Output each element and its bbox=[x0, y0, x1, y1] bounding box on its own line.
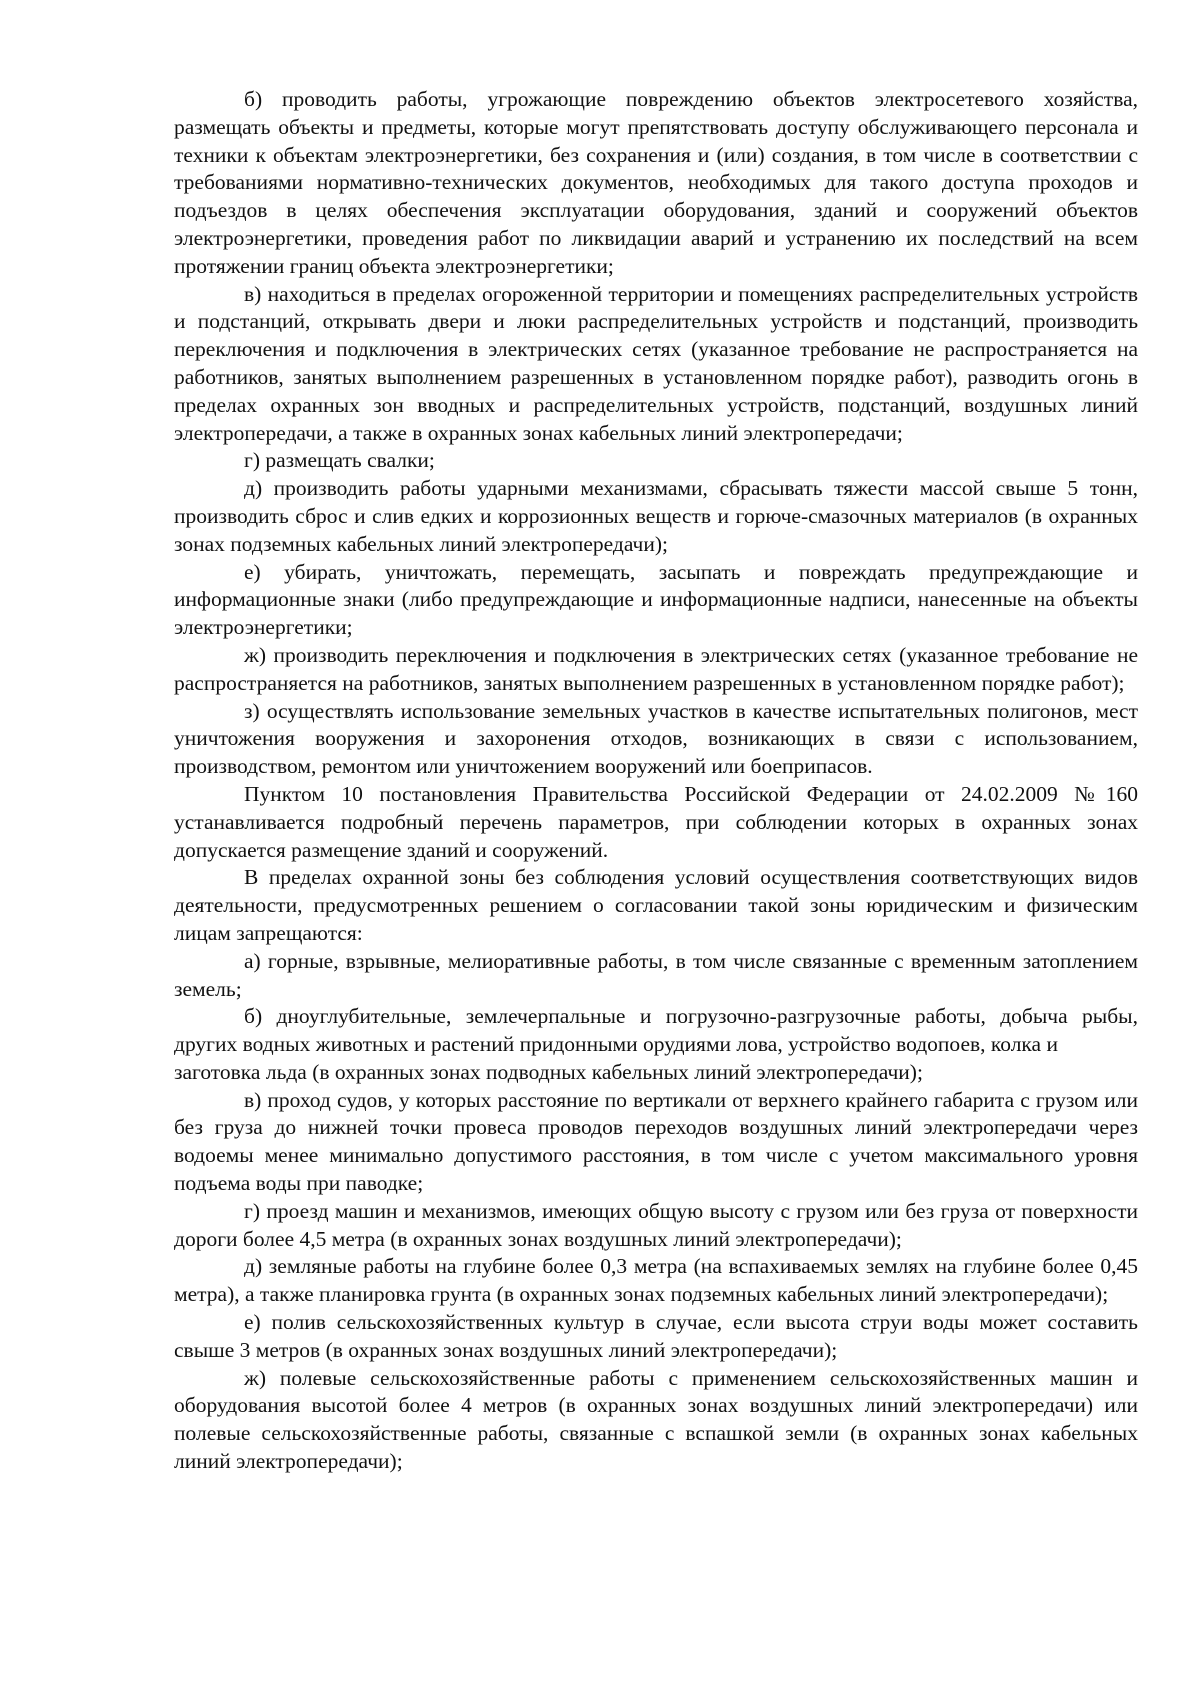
paragraph-zh-switching: ж) производить переключения и подключения в электрических сетях (указанное требование не распространяется на работников, занятых выполнением разрешенных в установленном порядке работ); bbox=[174, 642, 1138, 695]
paragraph-e-irrigation: е) полив сельскохозяйственных культур в случае, если высота струи воды может составить свыше 3 метров (в охранных зонах воздушных линий электропередачи); bbox=[174, 1310, 1138, 1362]
paragraph-d-earthworks: д) земляные работы на глубине более 0,3 метра (на вспахиваемых землях на глубине более 0,45 метра), а также планировка грунта (в охранных зонах подземных кабельных линий электропередачи); bbox=[174, 1254, 1138, 1307]
paragraph-b-prohibited-works: б) проводить работы, угрожающие повреждению объектов электросетевого хозяйства, размещать объекты и предметы, которые могут препятствовать доступу обслуживающего персонала и техники к объектам электроэнергетики, без сохранения и (или) создания, в том числе в соответствии с требованиями нормативно-технических документов, необходимых для такого доступа проходов и подъездов в целях обеспечения эксплуатации оборудования, зданий и сооружений объектов электроэнергетики, проведения работ по ликвидации аварий и устранению их последствий на всем протяжении границ объекта электроэнергетики; bbox=[174, 87, 1138, 278]
paragraph-a-mining-works: а) горные, взрывные, мелиоративные работы, в том числе связанные с временным затоплением земель; bbox=[174, 948, 1138, 1001]
document-page bbox=[174, 86, 1138, 1476]
paragraph-protected-zone-intro: В пределах охранной зоны без соблюдения условий осуществления соответствующих видов деятельности, предусмотренных решением о согласовании такой зоны юридическим и физическим лицам запрещаются: bbox=[174, 865, 1138, 945]
paragraph-b-dredging-continuation: заготовка льда (в охранных зонах подводных кабельных линий электропередачи); bbox=[174, 1059, 923, 1084]
paragraph-v-vessel-passage: в) проход судов, у которых расстояние по вертикали от верхнего крайнего габарита с грузом или без груза до нижней точки провеса проводов переходов воздушных линий электропередачи через водоемы менее минимально допустимого расстояния, в том числе с учетом максимального уровня подъема воды при паводке; bbox=[174, 1087, 1138, 1196]
paragraph-g-vehicle-passage: г) проезд машин и механизмов, имеющих общую высоту с грузом или без груза от поверхности дороги более 4,5 метра (в охранных зонах воздушных линий электропередачи); bbox=[174, 1198, 1138, 1251]
paragraph-d-impact-mechanisms: д) производить работы ударными механизмами, сбрасывать тяжести массой свыше 5 тонн, производить сброс и слив едких и коррозионных веществ и горюче-смазочных материалов (в охранных зонах подземных кабельных линий электропередачи); bbox=[174, 476, 1138, 556]
paragraph-zh-field-works: ж) полевые сельскохозяйственные работы с применением сельскохозяйственных машин и оборудования высотой более 4 метров (в охранных зонах воздушных линий электропередачи) или полевые сельскохозяйственные работы, связанные с вспашкой земли (в охранных зонах кабельных линий электропередачи); bbox=[174, 1365, 1138, 1474]
paragraph-e-warning-signs: е) убирать, уничтожать, перемещать, засыпать и повреждать предупреждающие и информационные знаки (либо предупреждающие и информационные надписи, нанесенные на объекты электроэнергетики; bbox=[174, 559, 1138, 640]
paragraph-z-test-ranges: з) осуществлять использование земельных участков в качестве испытательных полигонов, мест уничтожения вооружения и захоронения отходов, возникающих в связи с использованием, производством, ремонтом или уничтожением вооружений или боеприпасов. bbox=[174, 698, 1138, 779]
paragraph-g-dumps: г) размещать свалки; bbox=[244, 448, 435, 473]
paragraph-b-dredging-works: б) дноуглубительные, землечерпальные и погрузочно-разгрузочные работы, добыча рыбы, других водных животных и растений придонными орудиями лова, устройство водопоев, колка и bbox=[174, 1004, 1138, 1057]
paragraph-v-fenced-territory: в) находиться в пределах огороженной территории и помещениях распределительных устройств и подстанций, открывать двери и люки распределительных устройств и подстанций, производить переключения и подключения в электрических сетях (указанное требование не распространяется на работников, занятых выполнением разрешенных в установленном порядке работ), разводить огонь в пределах охранных зон вводных и распределительных устройств, подстанций, воздушных линий электропередачи, а также в охранных зонах кабельных линий электропередачи; bbox=[174, 281, 1138, 445]
paragraph-resolution-160: Пунктом 10 постановления Правительства Российской Федерации от 24.02.2009 №160 устанавливается подробный перечень параметров, при соблюдении которых в охранных зонах допускается размещение зданий и сооружений. bbox=[174, 781, 1138, 862]
